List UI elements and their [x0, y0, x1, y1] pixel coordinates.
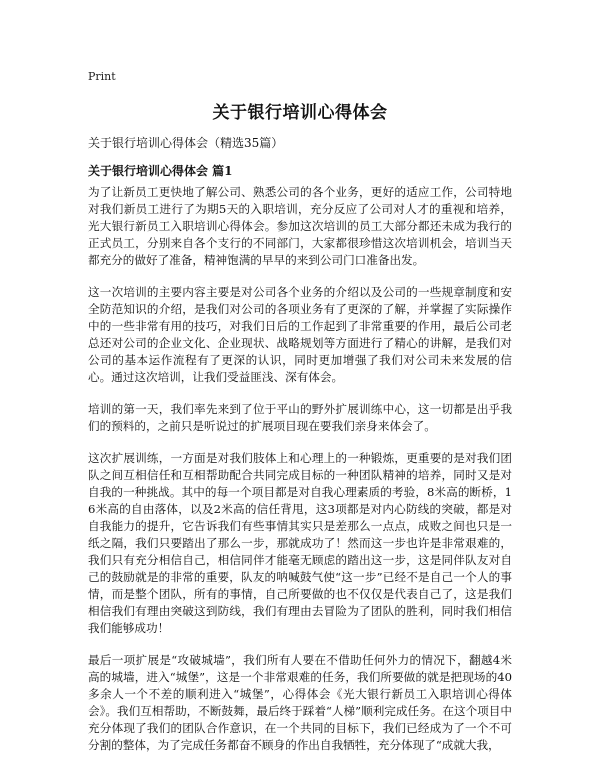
paragraph-3: 培训的第一天，我们率先来到了位于平山的野外扩展训练中心，这一切都是出乎我们的预料的，之前只是听说过的扩展项目现在要我们亲身来体会了。 — [88, 402, 512, 433]
paragraph-5: 最后一项扩展是“攻破城墙”，我们所有人要在不借助任何外力的情况下，翻越4米高的城墙，进入“城堡”，这是一个非常艰难的任务，我们所要做的就是把现场的40多余人一个不差的顺利进入“城堡”，心得体会《光大银行新员工入职培训心得体会》。我们互相帮助，不断鼓舞，最后终于踩着“人梯”顺利完成任务。在这个项目中充分体现了我们的团队合作意识，在一个共同的目标下，我们已经成为了一个不可分割的整体，为了完成任务都奋不顾身的作出自我牺牲，充分体现了“成就大我， — [88, 653, 512, 752]
paragraph-1: 为了让新员工更快地了解公司、熟悉公司的各个业务，更好的适应工作，公司特地对我们新员工进行了为期5天的入职培训，充分反应了公司对人才的重视和培养，光大银行新员工入职培训心得体会。参加这次培训的员工大部分都还未成为我行的正式员工，分别来自各个支行的不同部门，大家都很珍惜这次培训机会，培训当天都充分的做好了准备，精神饱满的早早的来到公司门口准备出发。 — [88, 185, 512, 267]
document-subtitle: 关于银行培训心得体会（精选35篇） — [88, 136, 284, 150]
paragraph-2: 这一次培训的主要内容主要是对公司各个业务的介绍以及公司的一些规章制度和安全防范知识的介绍，是我们对公司的各项业务有了更深的了解，并掌握了实际操作中的一些非常有用的技巧，对我们日后的工作起到了非常重要的作用，最后公司老总还对公司的企业文化、企业现状、战略规划等方面进行了精心的讲解，是我们对公司的基本运作流程有了更深的认识，同时更加增强了我们对公司未来发展的信心。通过这次培训，让我们受益匪浅、深有体会。 — [88, 285, 512, 384]
page-title: 关于银行培训心得体会 — [212, 103, 388, 123]
paragraph-4: 这次扩展训练，一方面是对我们肢体上和心理上的一种锻炼，更重要的是对我们团队之间互相信任和互相帮助配合共同完成目标的一种团队精神的培养，同时又是对自我的一种挑战。其中的每一个项目都是对自我心理素质的考验，8米高的断桥，16米高的自由落体，以及2米高的信任背甩，这3项都是对内心防线的突破，都是对自我能力的提升，它告诉我们有些事情其实只是差那么一点点，成败之间也只是一纸之隔，我们只要踏出了那么一步，那就成功了！然而这一步也许是非常艰难的，我们只有充分相信自己，相信同伴才能毫无顾虑的踏出这一步，这是同伴队友对自己的鼓励就是的非常的重要，队友的呐喊鼓气使“这一步”已经不是自己一个人的事情，而是整个团队，所有的事情，自己所要做的也不仅仅是代表自己了，这是我们相信我们有理由突破这到防线，我们有理由去冒险为了团队的胜利，同时我们相信我们能够成功！ — [88, 451, 512, 635]
article-body — [88, 184, 512, 769]
section-heading: 关于银行培训心得体会 篇1 — [88, 164, 233, 178]
print-link[interactable]: Print — [88, 70, 116, 83]
